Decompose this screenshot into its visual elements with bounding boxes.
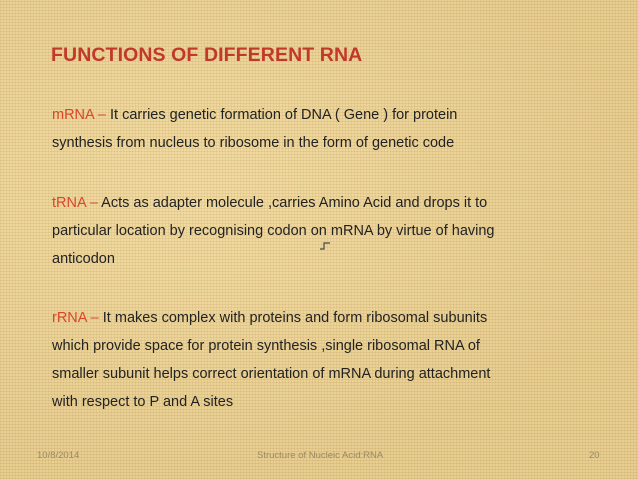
mrna-line-1-text: It carries genetic formation of DNA ( Gene ) for protein [110, 107, 458, 123]
trna-line-2: particular location by recognising codon on mRNA by virtue of having [52, 223, 495, 239]
trna-line-1-text: Acts as adapter molecule ,carries Amino Acid and drops it to [101, 195, 488, 211]
mrna-term: mRNA – [52, 107, 111, 123]
footer-date: 10/8/2014 [37, 450, 80, 461]
rrna-line-1 [52, 304, 572, 332]
rrna-term: rRNA – [52, 310, 103, 326]
rrna-line-4: with respect to P and A sites [52, 394, 234, 410]
footer-page-number: 20 [589, 450, 600, 461]
rrna-line-2: which provide space for protein synthesis ,single ribosomal RNA of [52, 338, 480, 354]
slide-title: FUNCTIONS OF DIFFERENT RNA [51, 44, 363, 66]
mrna-line-2: synthesis from nucleus to ribosome in the form of genetic code [52, 135, 455, 151]
mrna-line-1 [52, 101, 572, 129]
mrna-paragraph [52, 101, 572, 157]
cursor-icon [319, 241, 331, 251]
rrna-line-3: smaller subunit helps correct orientation of mRNA during attachment [52, 366, 491, 382]
footer-title: Structure of Nucleic Acid:RNA [257, 450, 384, 461]
trna-line-3: anticodon [52, 251, 115, 267]
trna-line-1 [52, 189, 572, 217]
trna-term: tRNA – [52, 195, 102, 211]
trna-paragraph [52, 189, 572, 273]
rrna-line-1-text: It makes complex with proteins and form ribosomal subunits [102, 310, 488, 326]
rrna-paragraph [52, 304, 572, 416]
